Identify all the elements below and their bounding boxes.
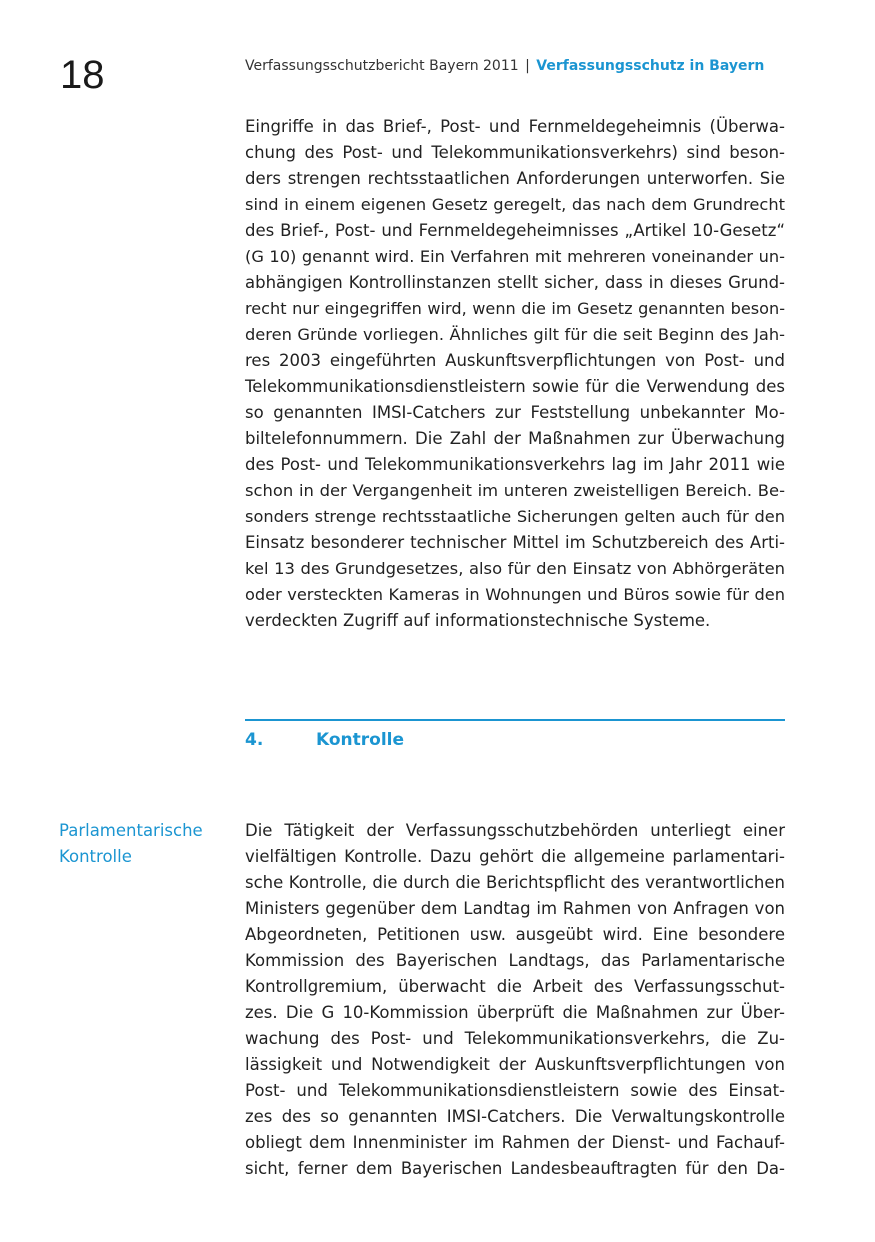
text-line: sind in einem eigenen Gesetz geregelt, das nach dem Grundrecht (245, 195, 785, 214)
text-line: sonders strenge rechtsstaatliche Sicherungen gelten auch für den (245, 507, 785, 526)
section-number: 4. (245, 730, 264, 750)
text-line: res 2003 eingeführten Auskunftsverpflichtungen von Post- und (245, 351, 785, 370)
section-heading (245, 729, 404, 751)
text-line: sche Kontrolle, die durch die Berichtspflicht des verantwortlichen (245, 873, 785, 892)
text-line: abhängigen Kontrollinstanzen stellt sicher, dass in dieses Grund- (245, 273, 785, 292)
page-number: 18 (60, 53, 105, 97)
text-line: Die Tätigkeit der Verfassungsschutzbehörden unterliegt einer (245, 821, 785, 840)
text-line: schon in der Vergangenheit im unteren zweistelligen Bereich. Be- (245, 481, 785, 500)
text-line: obliegt dem Innenminister im Rahmen der Dienst- und Fachauf- (245, 1133, 785, 1152)
text-line: verdeckten Zugriff auf informationstechnische Systeme. (245, 611, 711, 630)
paragraph-surveillance (245, 114, 785, 634)
text-line: Kommission des Bayerischen Landtags, das Parlamentarische (245, 951, 785, 970)
text-line: so genannten IMSI-Catchers zur Feststellung unbekannter Mo- (245, 403, 785, 422)
text-line: chung des Post- und Telekommunikationsverkehrs) sind beson- (245, 143, 785, 162)
text-line: des Post- und Telekommunikationsverkehrs lag im Jahr 2011 wie (245, 455, 785, 474)
text-line: Telekommunikationsdienstleistern sowie für die Verwendung des (245, 377, 785, 396)
text-line: wachung des Post- und Telekommunikationsverkehrs, die Zu- (245, 1029, 785, 1048)
text-line: Post- und Telekommunikationsdienstleistern sowie des Einsat- (245, 1081, 785, 1100)
section-heading-title: Kontrolle (316, 730, 405, 750)
text-line: Eingriffe in das Brief-, Post- und Fernmeldegeheimnis (Überwa- (245, 117, 785, 136)
text-line: vielfältigen Kontrolle. Dazu gehört die allgemeine parlamentari- (245, 847, 785, 866)
text-line: recht nur eingegriffen wird, wenn die im Gesetz genannten beson- (245, 299, 785, 318)
margin-note-line: Parlamentarische (59, 821, 203, 840)
text-line: biltelefonnummern. Die Zahl der Maßnahmen zur Überwachung (245, 429, 785, 448)
text-line: des Brief-, Post- und Fernmeldegeheimnisses „Artikel 10-Gesetz“ (245, 221, 785, 240)
margin-note (59, 818, 229, 870)
text-line: lässigkeit und Notwendigkeit der Auskunftsverpflichtungen von (245, 1055, 785, 1074)
text-line: Abgeordneten, Petitionen usw. ausgeübt wird. Eine besondere (245, 925, 785, 944)
section-divider (245, 719, 785, 721)
text-line: oder versteckten Kameras in Wohnungen und Büros sowie für den (245, 585, 785, 604)
text-line: Ministers gegenüber dem Landtag im Rahmen von Anfragen von (245, 899, 785, 918)
report-title: Verfassungsschutzbericht Bayern 2011 (245, 58, 519, 74)
text-line: Einsatz besonderer technischer Mittel im Schutzbereich des Arti- (245, 533, 785, 552)
section-title: Verfassungsschutz in Bayern (536, 58, 765, 74)
text-line: deren Gründe vorliegen. Ähnliches gilt für die seit Beginn des Jah- (245, 325, 785, 344)
header-separator: | (525, 58, 530, 74)
text-line: zes des so genannten IMSI-Catchers. Die Verwaltungskontrolle (245, 1107, 785, 1126)
paragraph-control (245, 818, 785, 1182)
text-line: zes. Die G 10-Kommission überprüft die Maßnahmen zur Über- (245, 1003, 785, 1022)
text-line: kel 13 des Grundgesetzes, also für den Einsatz von Abhörgeräten (245, 559, 785, 578)
running-header (245, 57, 764, 75)
text-line: Kontrollgremium, überwacht die Arbeit des Verfassungsschut- (245, 977, 785, 996)
text-line: (G 10) genannt wird. Ein Verfahren mit mehreren voneinander un- (245, 247, 785, 266)
text-line: sicht, ferner dem Bayerischen Landesbeauftragten für den Da- (245, 1159, 785, 1178)
text-line: ders strengen rechtsstaatlichen Anforderungen unterworfen. Sie (245, 169, 785, 188)
margin-note-line: Kontrolle (59, 847, 132, 866)
